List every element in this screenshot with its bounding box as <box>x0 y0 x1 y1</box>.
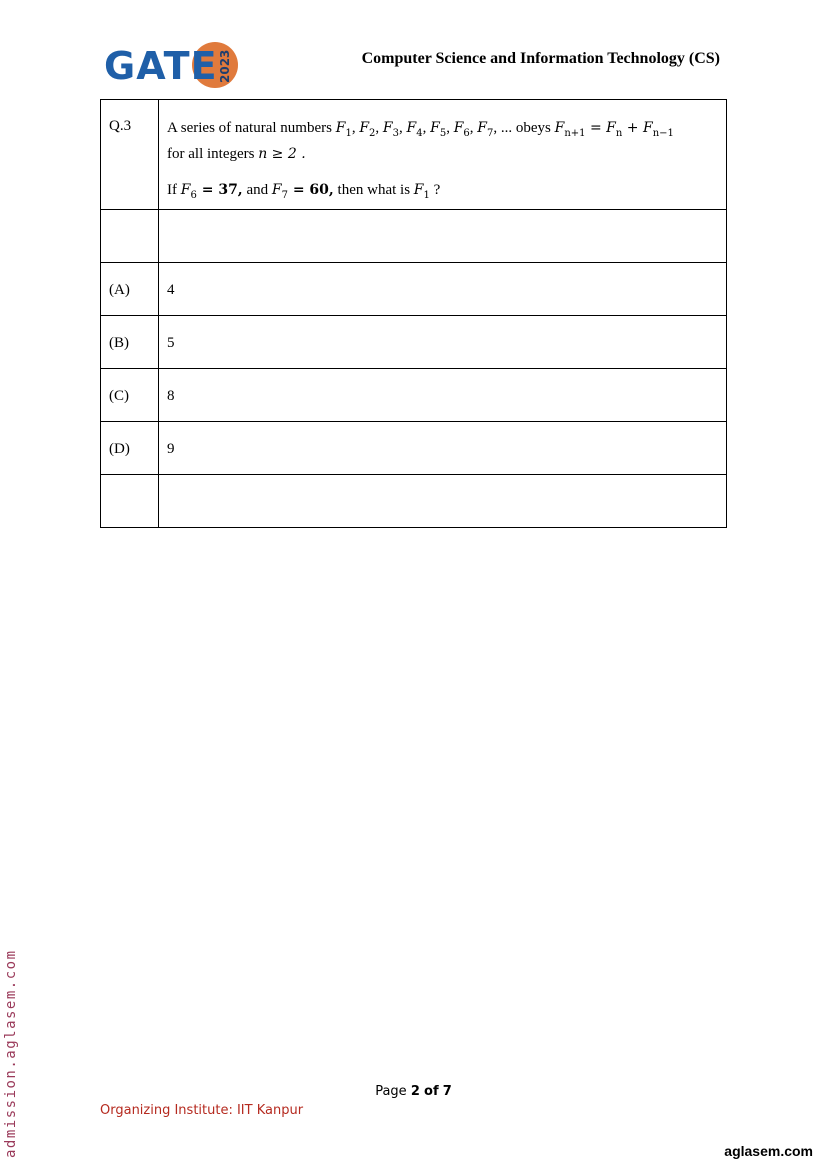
asked-f1: $F_1$ <box>413 181 430 201</box>
seq-f2: $F_2$ <box>359 120 376 139</box>
option-b-row <box>101 316 727 369</box>
page-title: Computer Science and Information Technology (CS) <box>361 50 720 67</box>
blank-row <box>101 475 727 528</box>
option-a-row <box>101 263 727 316</box>
condition-n: n ≥ 2 . <box>258 145 306 162</box>
organizer-text: Organizing Institute: IIT Kanpur <box>100 1103 304 1118</box>
question-text <box>159 100 727 210</box>
option-label: (D) <box>101 422 159 475</box>
blank-row <box>101 210 727 263</box>
gate-logo <box>104 42 244 94</box>
logo-year: 2023 <box>218 49 232 83</box>
seq-f4: $F_4$ <box>406 120 423 139</box>
given-f7-value: = 60, <box>287 181 334 198</box>
question-line-2: for all integers n ≥ 2 . <box>167 145 306 162</box>
question-row <box>101 100 727 210</box>
option-value: 8 <box>159 369 727 422</box>
seq-f6: $F_6$ <box>453 120 470 139</box>
page-number: Page 2 of 7 <box>375 1084 452 1099</box>
seq-f7: $F_7$ <box>477 120 494 139</box>
seq-end: , ... <box>493 120 513 136</box>
question-line-1: A series of natural numbers $F_1$, $F_2$, $F_3$, $F_4$, $F_5$, $F_6$, $F_7$, ... obeys $F_{n+1} = F_n + F_{n-1}$ <box>167 120 674 139</box>
question-line-3: If $F_6 = 37$, and $F_7 = 60$, then what is $F_1$ ? <box>167 181 441 201</box>
logo-text: GATE <box>104 44 218 88</box>
given-f6-value: = 37, <box>196 181 243 198</box>
option-value: 4 <box>159 263 727 316</box>
seq-f3: $F_3$ <box>382 120 399 139</box>
option-c-row <box>101 369 727 422</box>
question-number: Q.3 <box>101 100 159 210</box>
option-label: (B) <box>101 316 159 369</box>
option-d-row <box>101 422 727 475</box>
option-value: 5 <box>159 316 727 369</box>
option-label: (A) <box>101 263 159 316</box>
obeys-text: obeys <box>515 120 551 136</box>
recurrence: $F_{n+1} = F_n + F_{n-1}$ <box>554 120 674 139</box>
given-f7: $F_7$ <box>271 181 288 201</box>
intro-text: A series of natural numbers <box>167 120 332 136</box>
question-table <box>100 99 727 528</box>
seq-f1: $F_1$ <box>335 120 352 139</box>
option-value: 9 <box>159 422 727 475</box>
option-label: (C) <box>101 369 159 422</box>
given-f6: $F_6$ <box>180 181 197 201</box>
side-watermark: admission.aglasem.com <box>3 949 19 1158</box>
seq-f5: $F_5$ <box>430 120 447 139</box>
site-link[interactable]: aglasem.com <box>724 1143 813 1159</box>
